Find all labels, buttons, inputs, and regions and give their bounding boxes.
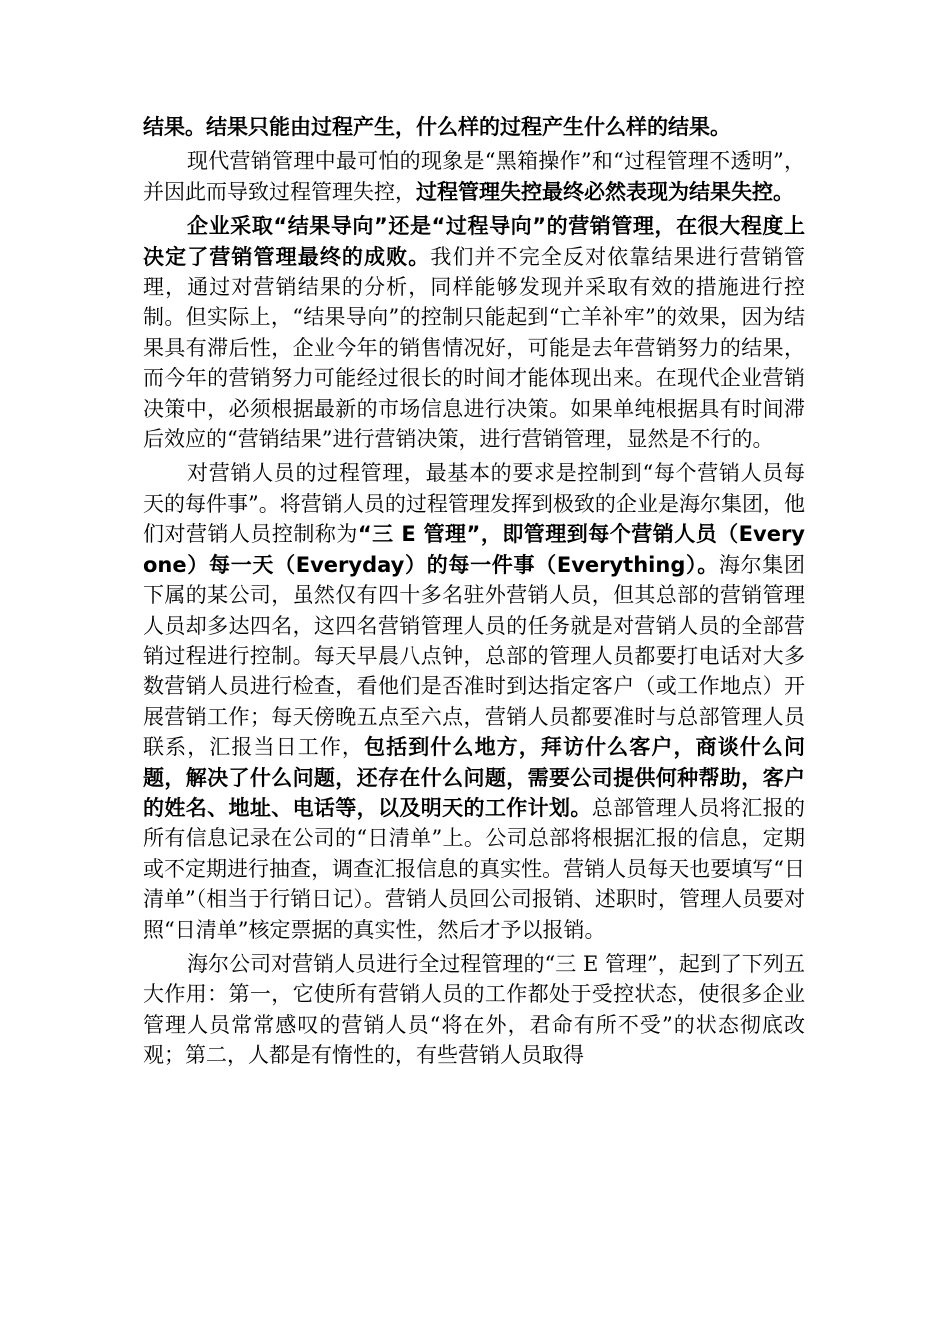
body-text: 海尔公司对营销人员进行全过程管理的“三 E 管理”，起到了下列五大作用：第一，它使所有营销人员的工作都处于受控状态，使很多企业管理人员常常感叹的营销人员“将在外，君命有所不受”的状态彻底改观；第二，人都是有惰性的，有些营销人员取得 [143,951,805,1068]
paragraph-1 [143,112,805,142]
paragraph-4 [143,458,805,945]
paragraph-5 [143,949,805,1071]
body-text: 海尔集团下属的某公司，虽然仅有四十多名驻外营销人员，但其总部的营销管理人员却多达四名，这四名营销管理人员的任务就是对营销人员的全部营销过程进行控制。每天早晨八点钟，总部的管理人员都要打电话对大多数营销人员进行检查，看他们是否准时到达指定客户（或工作地点）开展营销工作；每天傍晚五点至六点，营销人员都要准时与总部管理人员联系，汇报当日工作， [143,552,805,760]
body-text: 对营销人员的过程管理，最基本的要求是控制到“每个营销人员每天的每件事”。将营销人员的过程管理发挥到极致的企业是海尔集团，他们对营销人员控制称为 [143,461,805,547]
bold-text: 企业采取“结果导向”还是“过程导向”的营销管理，在很大程度上决定了营销管理最终的成败。 [143,214,805,269]
bold-text: 结果。结果只能由过程产生，什么样的过程产生什么样的结果。 [143,115,731,139]
bold-text: “三 E 管理”，即管理到每个营销人员（Everyone）每一天（Everyday）的每一件事（Everything）。 [143,522,805,577]
body-text: 总部管理人员将汇报的所有信息记录在公司的“日清单”上。公司总部将根据汇报的信息，定期或不定期进行抽查，调查汇报信息的真实性。营销人员每天也要填写“日清单”（相当于行销日记）。营销人员回公司报销、述职时，管理人员要对照“日清单”核定票据的真实性，然后才予以报销。 [143,795,806,942]
body-text: 我们并不完全反对依靠结果进行营销管理，通过对营销结果的分析，同样能够发现并采取有效的措施进行控制。但实际上，“结果导向”的控制只能起到“亡羊补牢”的效果，因为结果具有滞后性，企业今年的销售情况好，可能是去年营销努力的结果，而今年的营销努力可能经过很长的时间才能体现出来。在现代企业营销决策中，必须根据最新的市场信息进行决策。如果单纯根据具有时间滞后效应的“营销结果”进行营销决策，进行营销管理，显然是不行的。 [143,244,805,452]
bold-text: 包括到什么地方，拜访什么客户，商谈什么问题，解决了什么问题，还存在什么问题，需要公司提供何种帮助，客户的姓名、地址、电话等，以及明天的工作计划。 [143,735,806,820]
body-text: 现代营销管理中最可怕的现象是“黑箱操作”和“过程管理不透明”，并因此而导致过程管理失控， [143,149,805,204]
bold-text: 过程管理失控最终必然表现为结果失控。 [416,179,794,204]
paragraph-3 [143,211,805,454]
paragraph-2 [143,146,805,207]
document-page [143,112,805,1071]
